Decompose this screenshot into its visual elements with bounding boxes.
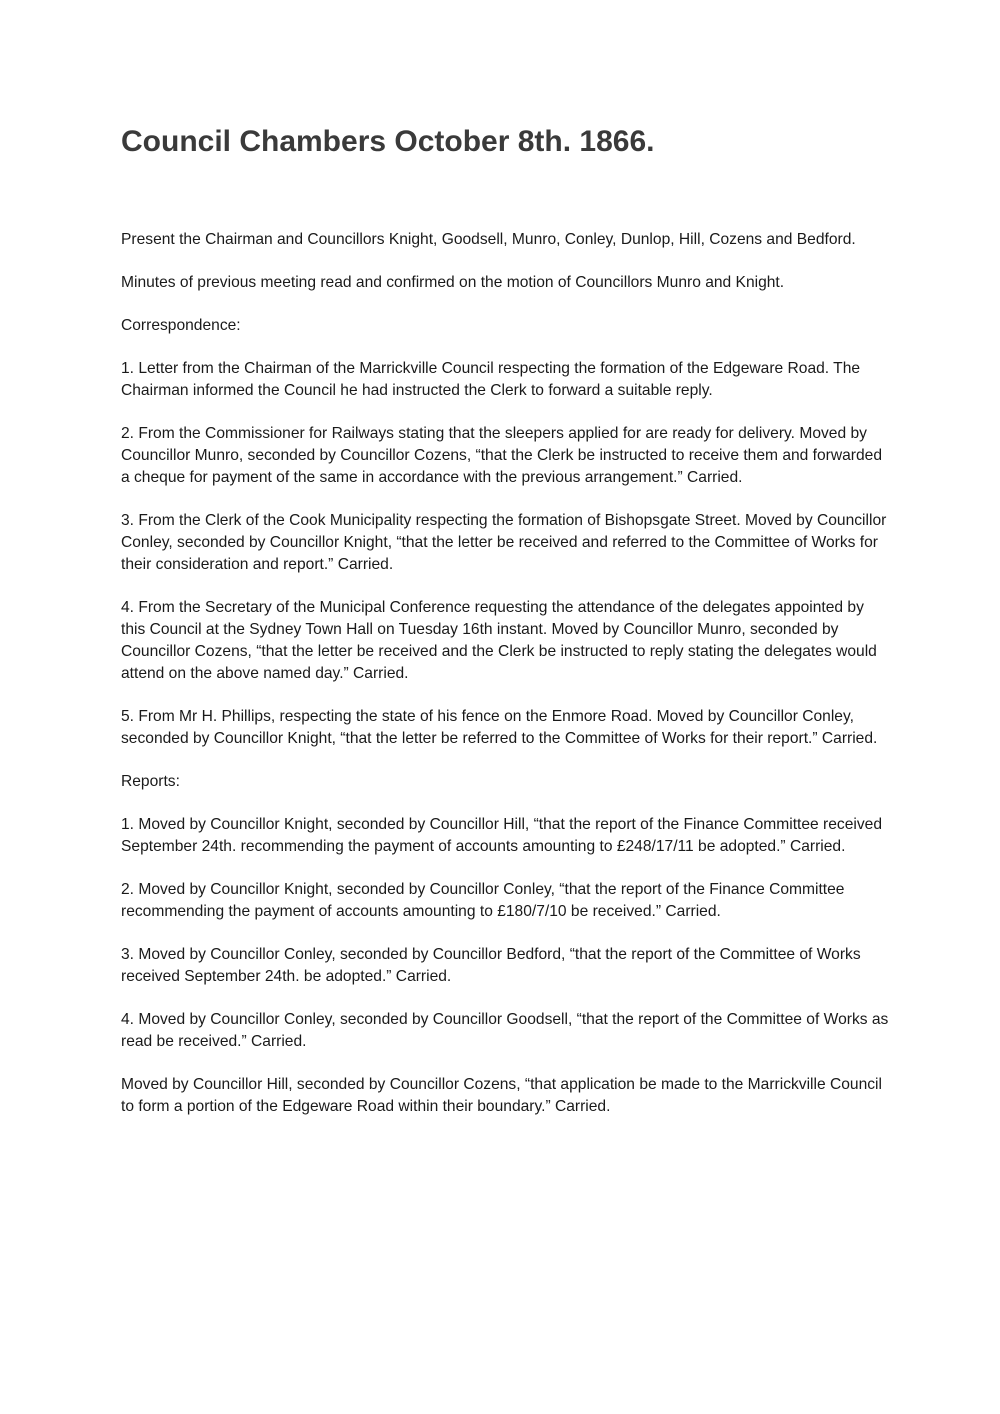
report-item-4: 4. Moved by Councillor Conley, seconded by Councillor Goodsell, “that the report of the Committee of Works as read be received.” Carried. — [121, 1011, 889, 1050]
correspondence-item-1: 1. Letter from the Chairman of the Marrickville Council respecting the formation of the Edgeware Road. The Chairman informed the Council he had instructed the Clerk to forward a suitable reply. — [121, 360, 861, 399]
correspondence-item-2: 2. From the Commissioner for Railways stating that the sleepers applied for are ready for delivery. Moved by Councillor Munro, seconded by Councillor Cozens, “that the Clerk be instructed to receive them and forwarded a cheque for payment of the same in accordance with the previous arrangement.” Carried. — [121, 425, 883, 486]
document-body — [121, 229, 891, 1118]
motion-paragraph: Moved by Councillor Hill, seconded by Councillor Cozens, “that application be made to the Marrickville Council to form a portion of the Edgeware Road within their boundary.” Carried. — [121, 1076, 882, 1115]
correspondence-item-3: 3. From the Clerk of the Cook Municipality respecting the formation of Bishopsgate Street. Moved by Councillor Conley, seconded by Councillor Knight, “that the letter be received and referred to the Committee of Works for their consideration and report.” Carried. — [121, 512, 887, 573]
reports-heading: Reports: — [121, 773, 180, 790]
minutes-paragraph: Minutes of previous meeting read and confirmed on the motion of Councillors Munro and Knight. — [121, 274, 785, 291]
page-title: Council Chambers October 8th. 1866. — [121, 125, 655, 158]
report-item-3: 3. Moved by Councillor Conley, seconded by Councillor Bedford, “that the report of the Committee of Works received September 24th. be adopted.” Carried. — [121, 946, 861, 985]
correspondence-item-4: 4. From the Secretary of the Municipal Conference requesting the attendance of the delegates appointed by this Council at the Sydney Town Hall on Tuesday 16th instant. Moved by Councillor Munro, seconded by Councillor Cozens, “that the letter be received and the Clerk be instructed to reply stating the delegates would attend on the above named day.” Carried. — [121, 599, 877, 682]
report-item-1: 1. Moved by Councillor Knight, seconded by Councillor Hill, “that the report of the Finance Committee received September 24th. recommending the payment of accounts amounting to £248/17/11 be adopted.” Carried. — [121, 816, 883, 855]
document-page — [121, 124, 891, 1139]
report-item-2: 2. Moved by Councillor Knight, seconded by Councillor Conley, “that the report of the Finance Committee recommending the payment of accounts amounting to £180/7/10 be received.” Carried. — [121, 881, 845, 920]
correspondence-heading: Correspondence: — [121, 317, 241, 334]
attendance-paragraph: Present the Chairman and Councillors Knight, Goodsell, Munro, Conley, Dunlop, Hill, Cozens and Bedford. — [121, 231, 856, 248]
correspondence-item-5: 5. From Mr H. Phillips, respecting the state of his fence on the Enmore Road. Moved by Councillor Conley, seconded by Councillor Knight, “that the letter be referred to the Committee of Works for their report.” Carried. — [121, 708, 878, 747]
